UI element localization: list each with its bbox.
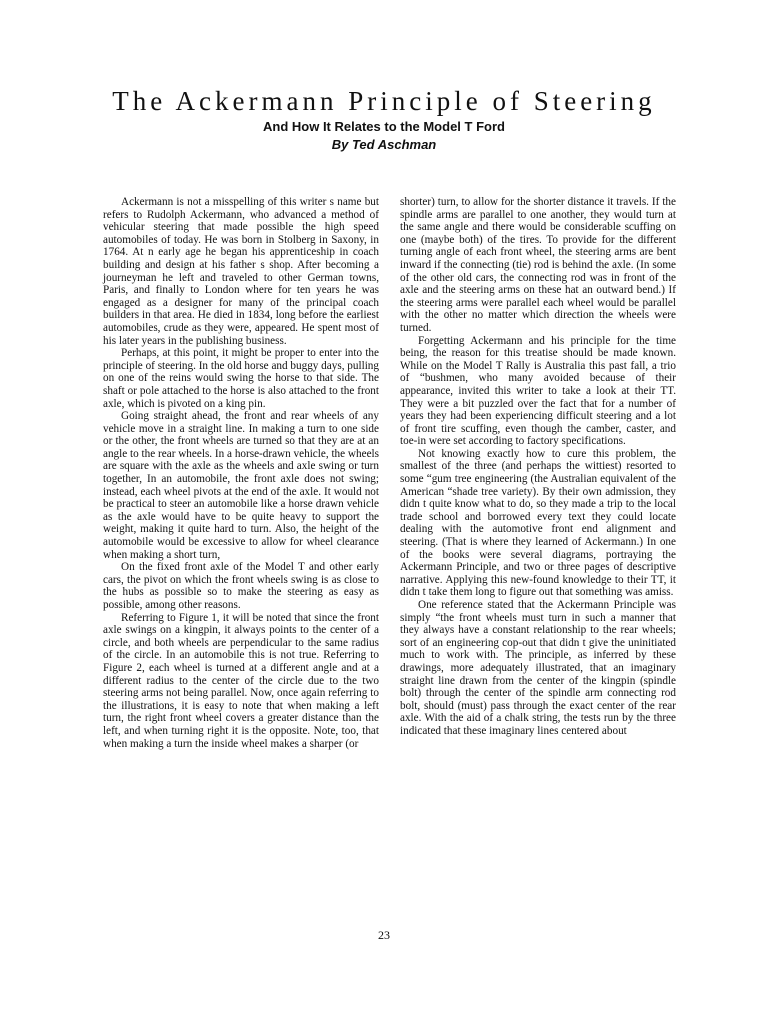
paragraph: One reference stated that the Ackermann Principle was simply “the front wheels must turn in such a manner that they always have a constant relationship to the rear wheels; sort of an engineering cop-out that didn t give the uninitiated much to work with. The principle, as inferred by these drawings, more adequately illustrated, that an imaginary straight line drawn from the center of the kingpin (spindle bolt) through the center of the spindle arm connecting rod bolt, should (must) pass through the exact center of the rear axle. With the aid of a chalk string, the tests run by the three indicated that these imaginary lines centered about — [400, 599, 676, 737]
article-subtitle: And How It Relates to the Model T Ford — [263, 119, 505, 134]
paragraph: Going straight ahead, the front and rear wheels of any vehicle move in a straight line. In making a turn to one side or the other, the front wheels are turned so that they are at an angle to the rear wheels. In a horse-drawn vehicle, the wheels are square with the axle as the wheels and axle swing or turn together, In an automobile, the front axle does not swing; instead, each wheel pivots at the end of the axle. It would not be practical to steer an automobile like a horse drawn vehicle as the axle would have to be quite heavy to support the weight, making it quite hard to turn. Also, the height of the automobile would be excessive to allow for wheel clearance when making a short turn, — [103, 410, 379, 561]
left-column — [103, 196, 379, 750]
paragraph: On the fixed front axle of the Model T and other early cars, the pivot on which the front wheels swing is as close to the hubs as possible so to make the steering as easy as possible, among other reasons. — [103, 561, 379, 611]
article-title: The Ackermann Principle of Steering — [112, 86, 656, 116]
paragraph: Not knowing exactly how to cure this problem, the smallest of the three (and perhaps the wittiest) resorted to some “gum tree engineering (the Australian equivalent of the American “shade tree variety). By their own admission, they didn t quite know what to do, so they made a trip to the local trade school and borrowed every text they could locate dealing with the automotive front end alignment and steering. (That is where they learned of Ackermann.) In one of the books were several diagrams, portraying the Ackermann Principle, and two or three pages of descriptive narrative. Applying this new-found knowledge to their TT, it didn t take them long to figure out that something was amiss. — [400, 447, 676, 599]
page-number: 23 — [378, 928, 390, 942]
paragraph: Perhaps, at this point, it might be proper to enter into the principle of steering. In the old horse and buggy days, pulling on one of the reins would swing the horse to that side. The shaft or pole attached to the horse is also attached to the front axle, which is pivoted on a king pin. — [103, 347, 379, 410]
paragraph: Ackermann is not a misspelling of this writer s name but refers to Rudolph Ackermann, who advanced a method of vehicular steering that made possible the high speed automobiles of today. He was born in Stolberg in Saxony, in 1764. At n early age he began his apprenticeship in coach building and design at his father s shop. After becoming a journeyman he left and traveled to other German towns, Paris, and finally to London where for ten years he was engaged as a designer for many of the principal coach builders in that area. He died in 1834, long before the earliest automobiles, crude as they were, appeared. He spent most of his later years in the publishing business. — [103, 196, 379, 347]
paragraph-continued: shorter) turn, to allow for the shorter distance it travels. If the spindle arms are parallel to one another, they would turn at the same angle and there would be considerable scuffing on one (maybe both) of the tires. To provide for the different turning angle of each front wheel, the steering arms are bent inward if the connecting (tie) rod is behind the axle. (In some of the other old cars, the connecting rod was in front of the axle and the steering arms on these hat an outward bend.) If the steering arms were parallel each wheel would be parallel with the other no matter which direction the wheels were turned. — [400, 196, 676, 334]
article-byline: By Ted Aschman — [331, 137, 437, 152]
right-column — [400, 196, 676, 738]
paragraph: Referring to Figure 1, it will be noted that since the front axle swings on a kingpin, it always points to the center of a circle, and both wheels are perpendicular to the same radius of the circle. In an automobile this is not true. Referring to Figure 2, each wheel is turned at a different angle and at a different radius to the center of the circle due to the two steering arms not being parallel. Now, once again referring to the illustrations, it is easy to note that when making a left turn, the right front wheel covers a greater distance than the left, and when turning right it is the opposite. Note, too, that when making a turn the inside wheel makes a sharper (or — [103, 611, 379, 750]
paragraph: Forgetting Ackermann and his principle for the time being, the reason for this treatise should be made known. While on the Model T Rally is Australia this past fall, a trio of “bushmen, who many avoided because of their appearance, invited this writer to take a look at their TT. They were a bit puzzled over the fact that for a number of years they had been experiencing difficult steering and a lot of front tire scuffing, even though the camber, caster, and toe-in were set according to factory specifications. — [400, 334, 676, 448]
